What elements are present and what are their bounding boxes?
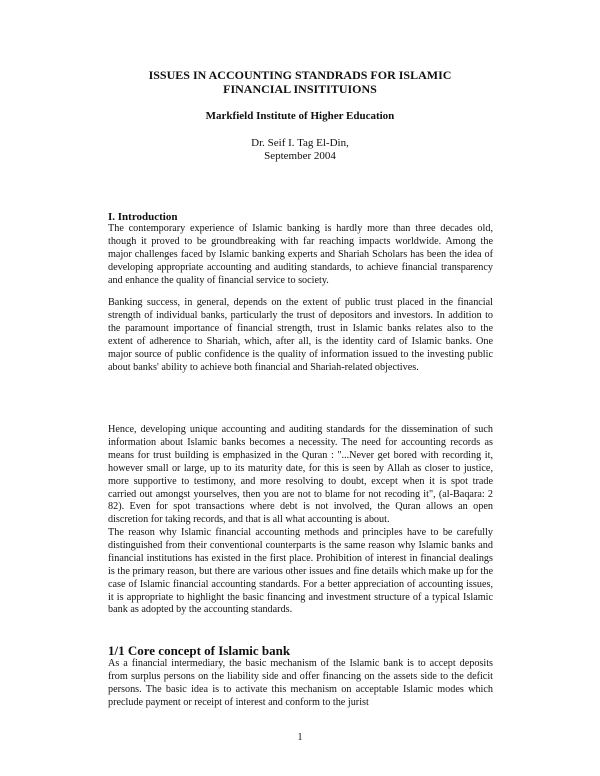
section-heading-introduction: I. Introduction — [108, 211, 178, 223]
title-line-2: FINANCIAL INSITITUIONS — [223, 82, 377, 96]
paragraph-2: Banking success, in general, depends on the extent of public trust placed in the financial strength of individual banks, particularly the trust of depositors and investors. In addition to the paramount importance of financial strength, trust in Islamic banks relates also to the extent of adherence to Shariah, which, after all, is the identity card of Islamic banks. One major source of public confidence is the quality of information issued to the investing public about banks' ability to achieve both financial and Shariah-related objectives. — [108, 297, 493, 373]
author-name: Dr. Seif I. Tag El-Din, — [251, 137, 349, 149]
section-heading-core-concept: 1/1 Core concept of Islamic bank — [108, 643, 291, 658]
paragraph-4: The reason why Islamic financial accounting methods and principles have to be carefully distinguished from their conventional counterparts is the same reason why Islamic banks and financial institutions has existed in the first place. Prohibition of interest in financial dealings is the primary reason, but there are various other issues and fine details which make up for the case of Islamic financial accounting standards. For a better appreciation of accounting issues, it is appropriate to highlight the basic financing and investment structure of a typical Islamic bank as adopted by the accounting standards. — [108, 527, 493, 616]
publication-date: September 2004 — [264, 150, 336, 162]
paragraph-5: As a financial intermediary, the basic mechanism of the Islamic bank is to accept deposits from surplus persons on the liability side and offer financing on the assets side to the deficit persons. The basic idea is to activate this mechanism on acceptable Islamic modes which preclude payment or receipt of interest and conform to the jurist — [108, 658, 493, 708]
page-number: 1 — [297, 732, 303, 743]
title-line-1: ISSUES IN ACCOUNTING STANDRADS FOR ISLAMIC — [148, 68, 452, 82]
paragraph-3: Hence, developing unique accounting and auditing standards for the dissemination of such information about Islamic banks becomes a necessity. The need for accounting records as means for trust building is emphasized in the Quran : "...Never get bored with recording it, however small or large, up to its maturity date, for this is seen by Allah as closer to justice, more supportive to testimony, and more resolving to doubt, except when it is spot trade carried out amongst yourselves, then you are not to blame for not recoding it", (al-Baqara: 2 82). Even for spot transactions where debt is not involved, the Quran allows an open discretion for taking records, and that is all what accounting is about. — [108, 424, 493, 526]
paragraph-1: The contemporary experience of Islamic banking is hardly more than three decades old, though it proved to be groundbreaking with far reaching impacts worldwide. Among the major challenges faced by Islamic banking experts and Shariah Scholars has been the idea of developing appropriate accounting and auditing standards, to achieve financial transparency and enhance the quality of financial service to society. — [108, 223, 493, 286]
institution: Markfield Institute of Higher Education — [205, 110, 395, 122]
paper-title — [60, 68, 540, 96]
